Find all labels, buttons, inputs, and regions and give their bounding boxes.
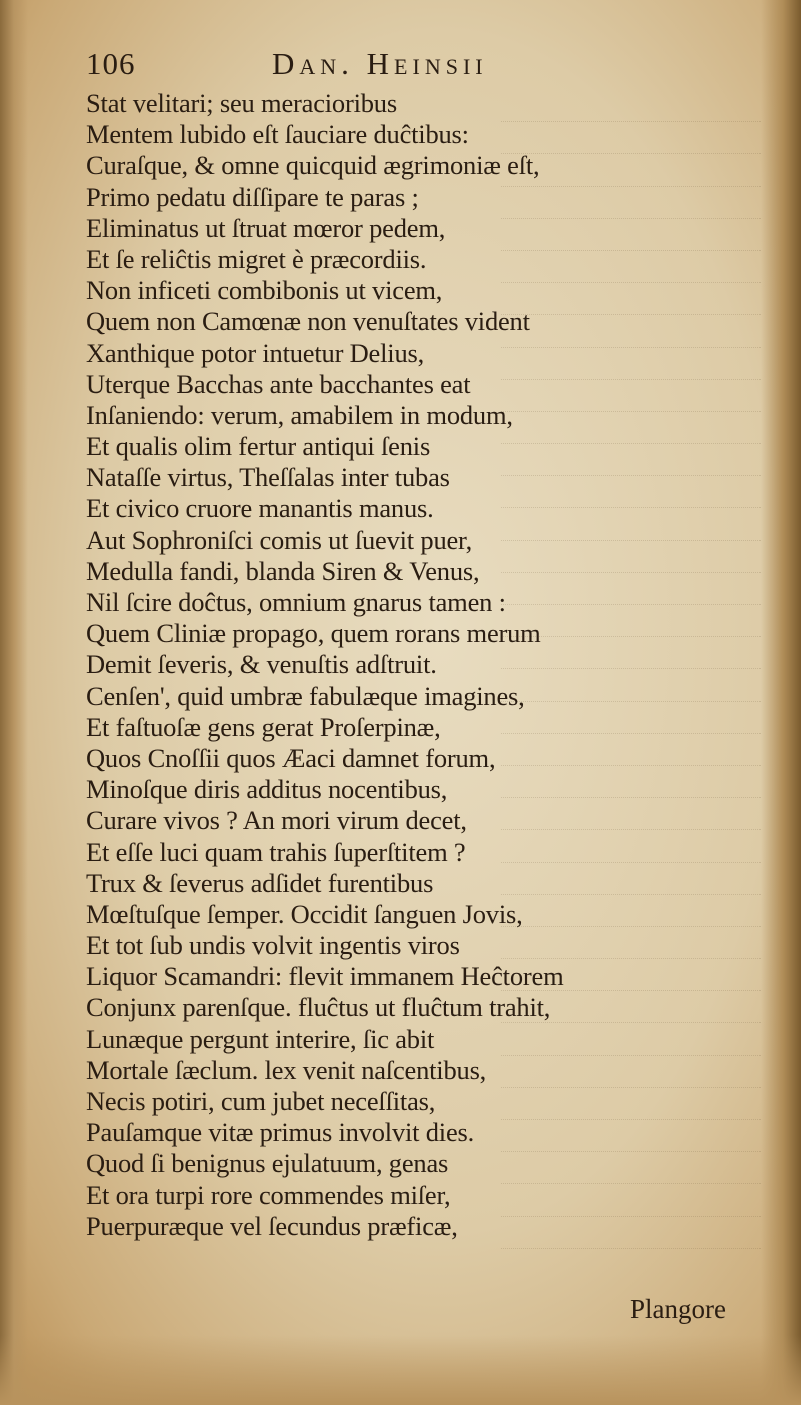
verse-line: Et civico cruore manantis manus. (86, 493, 434, 524)
verse-line: Eliminatus ut ſtruat mœror pedem, (86, 212, 446, 243)
verse-line: Et eſſe luci quam trahis ſuperſtitem ? (86, 836, 466, 867)
show-through-line (501, 1249, 761, 1280)
verse-line: Mentem lubido eſt ſauciare duĉtibus: (86, 119, 469, 150)
verse-line: Necis potiri, cum jubet neceſſitas, (86, 1086, 436, 1116)
catchword: Plangore (630, 1294, 726, 1324)
verse-line: Minoſque diris additus nocentibus, (86, 774, 448, 805)
verse-line: Nataſſe virtus, Theſſalas inter tubas (86, 462, 450, 493)
verse-line: Et ſe reliĉtis migret è præcordiis. (86, 243, 427, 274)
verse-line: Trux & ſeverus adſidet furentibus (86, 867, 434, 898)
verse-line: Medulla fandi, blanda Siren & Venus, (86, 555, 480, 586)
verse-line: Uterque Bacchas ante bacchantes eat (86, 368, 471, 399)
verse-line: Conjunx parenſque. fluĉtus ut fluĉtum trahit, (86, 992, 551, 1023)
running-head: Dan. Heinsii (272, 46, 488, 81)
verse-line: Inſaniendo: verum, amabilem in modum, (86, 399, 513, 430)
verse-line: Mortale ſæclum. lex venit naſcentibus, (86, 1054, 487, 1085)
verse-line: Lunæque pergunt interire, ſic abit (86, 1023, 435, 1054)
verse-line: Et ora turpi rore commendes miſer, (86, 1179, 451, 1210)
verse-line: Aut Sophroniſci comis ut ſuevit puer, (86, 524, 473, 555)
verse-line: Quod ſi benignus ejulatuum, genas (86, 1148, 449, 1179)
verse-line: Demit ſeveris, & venuſtis adſtruit. (86, 649, 437, 680)
page-edge-right (761, 0, 801, 1405)
verse-line: Et tot ſub undis volvit ingentis viros (86, 930, 460, 961)
verse-line: Puerpuræque vel ſecundus præficæ, (86, 1210, 458, 1241)
verse-line: Mœſtuſque ſemper. Occidit ſanguen Jovis, (86, 898, 523, 929)
page-edge-left (0, 0, 28, 1405)
verse-line: Curare vivos ? An mori virum decet, (86, 805, 467, 836)
verse-line: Stat velitari; seu meracioribus (86, 88, 397, 118)
verse-line: Pauſamque vitæ primus involvit dies. (86, 1117, 475, 1148)
verse-line: Quem non Camœnæ non venuſtates vident (86, 306, 530, 337)
verse-line: Nil ſcire doĉtus, omnium gnarus tamen : (86, 587, 506, 617)
verse-line: Et faſtuoſæ gens gerat Proſerpinæ, (86, 711, 441, 742)
verse-text (86, 88, 726, 1242)
verse-line: Non inficeti combibonis ut vicem, (86, 275, 443, 306)
verse-line: Liquor Scamandri: flevit immanem Heĉtorem (86, 961, 564, 992)
verse-line: Quos Cnoſſii quos Æaci damnet forum, (86, 742, 496, 773)
page-header (86, 46, 686, 86)
verse-line: Primo pedatu diſſipare te paras ; (86, 181, 419, 212)
verse-line: Quem Cliniæ propago, quem rorans merum (86, 618, 541, 649)
verse-line: Xanthique potor intuetur Delius, (86, 337, 425, 368)
verse-line: Curaſque, & omne quicquid ægrimoniæ eſt, (86, 150, 540, 181)
verse-line: Et qualis olim fertur antiqui ſenis (86, 431, 431, 462)
page-number: 106 (86, 46, 136, 81)
verse-line: Cenſen', quid umbræ fabulæque imagines, (86, 680, 525, 711)
page-edge-bottom (0, 1335, 801, 1405)
